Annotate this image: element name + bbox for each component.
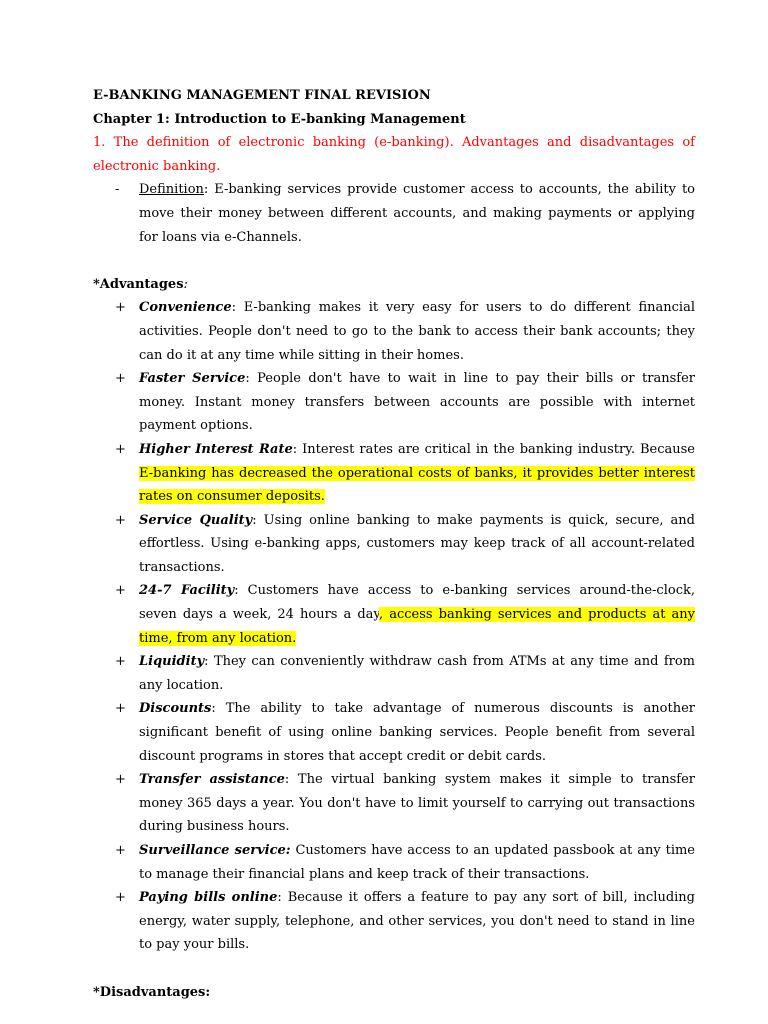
advantage-item (93, 579, 695, 650)
advantages-heading (93, 273, 695, 297)
spacer (93, 249, 695, 273)
advantage-item (93, 296, 695, 367)
plus-marker: + (115, 843, 126, 858)
plus-marker: + (115, 512, 126, 528)
definition-label: Definition (139, 182, 204, 198)
advantage-item (93, 509, 695, 580)
advantage-text: Customers have access to e-banking services around-the-clock, seven days a week, 24 hours a day (139, 583, 695, 623)
advantage-colon: : (231, 300, 236, 316)
advantage-term: Discounts (139, 701, 212, 717)
advantage-item (93, 438, 695, 509)
advantage-text: People don't have to wait in line to pay their bills or transfer money. Instant money transfers between accounts are possible with internet payment options. (139, 371, 695, 434)
advantage-colon: : (245, 371, 250, 387)
plus-marker: + (115, 772, 126, 788)
advantage-term: Surveillance service: (139, 843, 291, 858)
chapter-heading: Chapter 1: Introduction to E-banking Management (93, 111, 466, 127)
plus-marker: + (115, 371, 126, 387)
plus-marker: + (115, 654, 126, 670)
advantage-colon: : (292, 441, 298, 457)
highlighted-text: , access banking services and products at any time, from any location. (139, 607, 695, 646)
plus-marker: + (115, 701, 126, 717)
plus-marker: + (115, 583, 126, 599)
advantage-colon: : (277, 890, 282, 906)
plus-marker: + (115, 300, 126, 316)
advantage-text: The ability to take advantage of numerous discounts is another significant benefit of using online banking services. People benefit from several discount programs in stores that accept credit or debit cards. (139, 701, 695, 764)
advantage-term: Paying bills online (139, 890, 278, 906)
plus-marker: + (115, 441, 126, 457)
advantage-term: Higher Interest Rate (139, 441, 293, 457)
document-page (93, 84, 695, 1004)
document-title: E-BANKING MANAGEMENT FINAL REVISION (93, 88, 431, 103)
advantage-item (93, 768, 695, 839)
definition-colon: : (203, 182, 209, 198)
definition-item (93, 178, 695, 249)
disadvantages-heading: *Disadvantages: (93, 984, 211, 1000)
spacer (93, 957, 695, 981)
plus-marker: + (115, 890, 126, 906)
dash-marker: - (115, 182, 120, 198)
advantage-text: Because it offers a feature to pay any sort of bill, including energy, water supply, telephone, and other services, you don't need to stand in line to pay your bills. (139, 890, 695, 953)
advantage-item (93, 367, 695, 438)
advantage-item (93, 650, 695, 697)
advantage-term: Convenience (139, 300, 232, 316)
advantage-colon: : (204, 654, 209, 670)
advantage-term: 24-7 Facility (139, 583, 235, 599)
advantage-term: Service Quality (139, 512, 253, 528)
advantage-text: Using online banking to make payments is quick, secure, and effortless. Using e-banking apps, customers may keep track of all account-related transactions. (139, 512, 695, 575)
advantage-text: The virtual banking system makes it simple to transfer money 365 days a year. You don't have to limit yourself to carrying out transactions during business hours. (139, 772, 695, 835)
advantage-colon: : (234, 583, 239, 599)
definition-text: E-banking services provide customer access to accounts, the ability to move their money between different accounts, and making payments or applying for loans via e-Channels. (139, 182, 695, 245)
advantage-text: Customers have access to an updated passbook at any time to manage their financial plans and keep track of their transactions. (139, 843, 695, 882)
advantage-item (93, 697, 695, 768)
advantages-heading-text: *Advantages (93, 276, 184, 292)
advantage-text: Interest rates are critical in the banking industry. Because (297, 441, 695, 457)
advantage-item (93, 839, 695, 886)
highlighted-text: E-banking has decreased the operational costs of banks, it provides better interest rates on consumer deposits. (139, 465, 695, 505)
section-heading: 1. The definition of electronic banking (e-banking). Advantages and disadvantages of electronic banking. (93, 135, 695, 174)
advantage-text: They can conveniently withdraw cash from ATMs at any time and from any location. (139, 654, 695, 693)
advantage-term: Faster Service (139, 371, 246, 387)
advantage-colon: : (252, 512, 257, 528)
advantage-colon: : (284, 772, 290, 788)
advantages-heading-suffix: : (183, 276, 188, 292)
advantage-term: Liquidity (139, 654, 205, 670)
advantage-text: E-banking makes it very easy for users to do different financial activities. People don't need to go to the bank to access their bank accounts; they can do it at any time while sitting in their homes. (139, 300, 695, 363)
advantage-colon: : (211, 701, 216, 717)
advantage-term: Transfer assistance (139, 772, 285, 788)
advantage-item (93, 886, 695, 957)
